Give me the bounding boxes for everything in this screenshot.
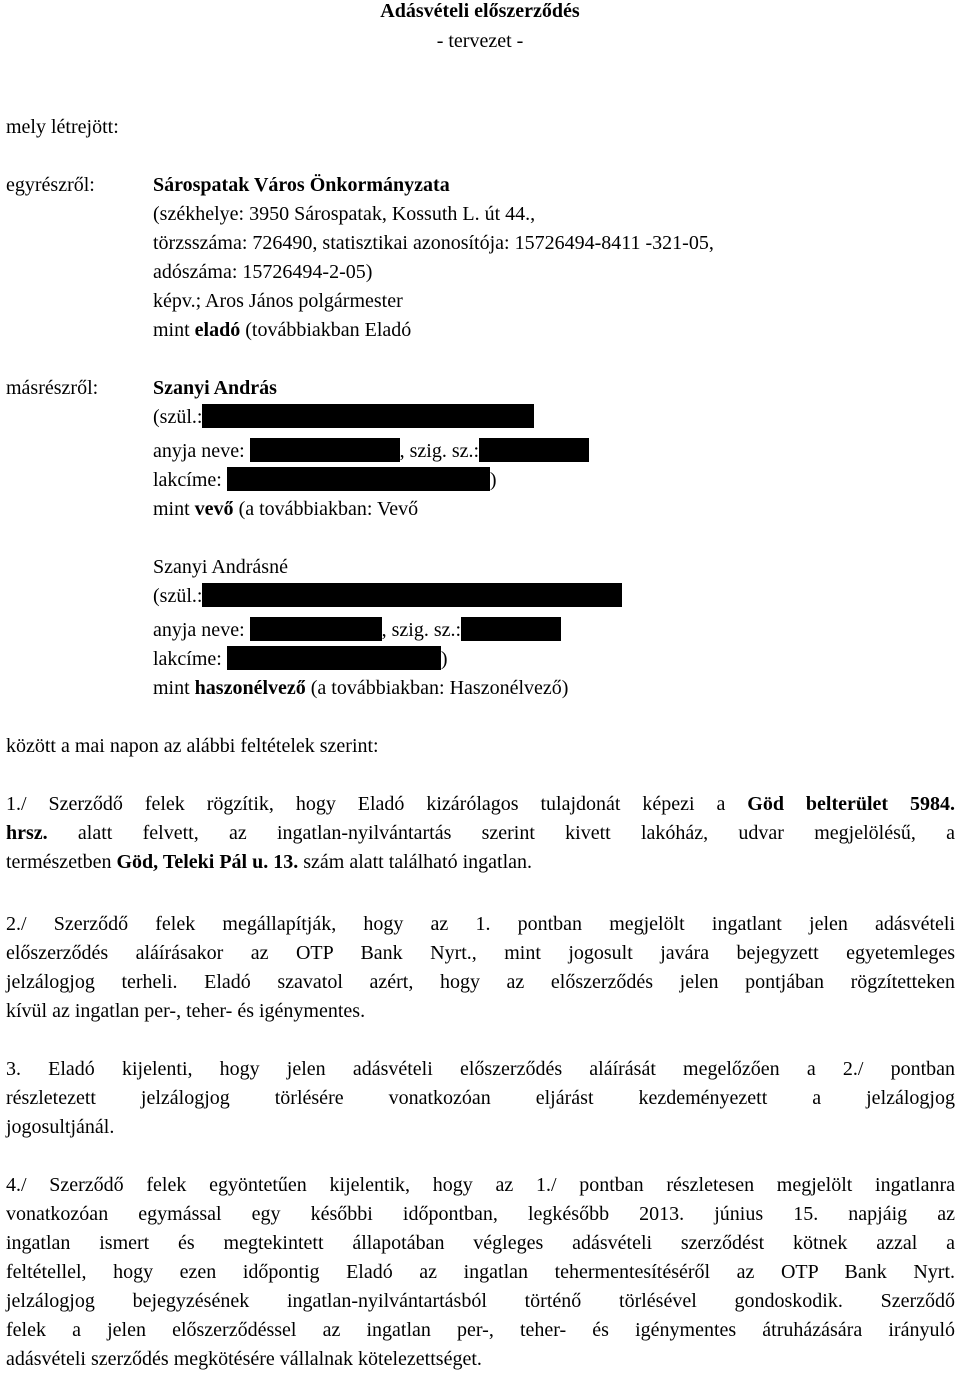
redaction-bar bbox=[461, 617, 561, 641]
seller-registry: törzsszáma: 726490, statisztikai azonosítója: 15726494-8411 -321-05, bbox=[153, 232, 714, 254]
buyer-name: Szanyi András bbox=[153, 377, 277, 399]
paragraph-1: 1./ Szerződő felek rögzítik, hogy Eladó kizárólagos tulajdonát képezi a Göd belterület 5984. hrsz. alatt felvett, az ingatlan-nyilvántartás szerint kivett lakóház, udvar megjelölésű, a természetben Göd, Teleki Pál u. 13. szám alatt található ingatlan. bbox=[6, 793, 955, 873]
beneficiary-name: Szanyi Andrásné bbox=[153, 556, 288, 578]
seller-role: mint eladó (továbbiakban Eladó bbox=[153, 319, 412, 341]
buyer-mother-id: anyja neve: , szig. sz.: bbox=[153, 437, 589, 466]
buyer-label: másrészről: bbox=[6, 377, 99, 399]
redaction-bar bbox=[227, 467, 490, 491]
redaction-bar bbox=[202, 583, 622, 607]
seller-representative: képv.; Aros János polgármester bbox=[153, 290, 403, 312]
paragraph-2: 2./ Szerződő felek megállapítják, hogy az 1. pontban megjelölt ingatlant jelen adásvételi előszerződés aláírásakor az OTP Bank Nyrt., mint jogosult javára bejegyzett egyetemleges jelzálogjog terheli. Eladó szavatol azért, hogy az előszerződés jelen pontjában rögzítetteken kívül az ingatlan per-, teher- és igénymentes. bbox=[6, 913, 955, 1022]
between-text: között a mai napon az alábbi feltételek szerint: bbox=[6, 735, 379, 757]
beneficiary-address: lakcíme: ) bbox=[153, 648, 448, 670]
redaction-bar bbox=[250, 438, 400, 462]
beneficiary-role: mint haszonélvező (a továbbiakban: Haszonélvező) bbox=[153, 677, 569, 699]
seller-address: (székhelye: 3950 Sárospatak, Kossuth L. út 44., bbox=[153, 203, 536, 225]
redaction-bar bbox=[250, 617, 382, 641]
intro-text: mely létrejött: bbox=[6, 116, 119, 138]
seller-tax-number: adószáma: 15726494-2-05) bbox=[153, 261, 373, 283]
seller-name: Sárospatak Város Önkormányzata bbox=[153, 174, 450, 196]
beneficiary-mother-id: anyja neve: , szig. sz.: bbox=[153, 616, 561, 645]
redaction-bar bbox=[202, 404, 534, 428]
beneficiary-birth: (szül.: bbox=[153, 582, 622, 611]
buyer-address: lakcíme: ) bbox=[153, 469, 497, 491]
paragraph-4: 4./ Szerződő felek egyöntetűen kijelentik, hogy az 1./ pontban részletesen megjelölt ingatlanra vonatkozóan egymással egy későbbi időpontban, legkésőbb 2013. június 15. napjáig az ingatlan ismert és megtekintett állapotában végleges adásvételi szerződést kötnek azzal a feltétellel, hogy ezen időpontig Eladó az ingatlan tehermentesítéséről az OTP Bank Nyrt. jelzálogjog bejegyzésének ingatlan-nyilvántartásból történő törlésével gondoskodik. Szerződő felek a jelen előszerződéssel az ingatlan per-, teher- és igénymentes átruházására irányuló adásvételi szerződés megkötésére vállalnak kötelezettséget. bbox=[6, 1174, 955, 1370]
document-subtitle: - tervezet - bbox=[436, 30, 524, 52]
buyer-role: mint vevő (a továbbiakban: Vevő bbox=[153, 498, 419, 520]
document-title: Adásvételi előszerződés bbox=[380, 0, 580, 22]
seller-label: egyrészről: bbox=[6, 174, 95, 196]
buyer-birth: (szül.: bbox=[153, 403, 534, 432]
redaction-bar bbox=[479, 438, 589, 462]
paragraph-3: 3. Eladó kijelenti, hogy jelen adásvételi előszerződés aláírását megelőzően a 2./ pontban részletezett jelzálogjog törlésére vonatkozóan eljárást kezdeményezett a jelzálogjog jogosultjánál. bbox=[6, 1058, 955, 1138]
redaction-bar bbox=[227, 646, 441, 670]
